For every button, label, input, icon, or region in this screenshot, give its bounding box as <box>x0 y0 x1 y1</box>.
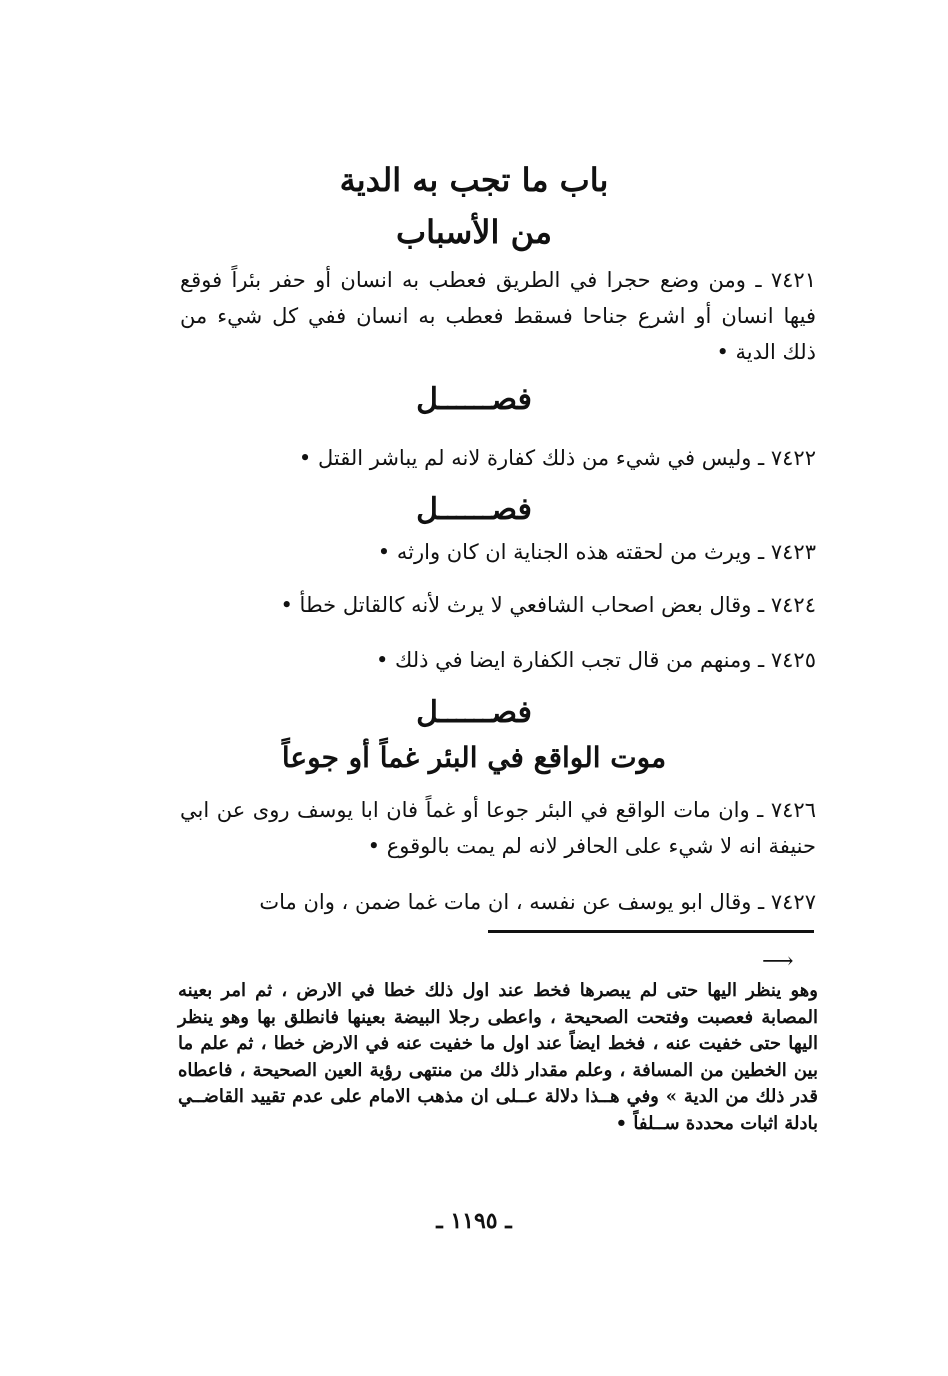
fasl-heading: فصــــــل <box>416 382 532 417</box>
section-7424: ٧٤٢٤ ـ وقال بعض اصحاب الشافعي لا يرث لأنه كالقاتل خطأ • <box>280 593 816 617</box>
section-subheading: موت الواقع في البئر غماً أو جوعاً <box>281 741 667 774</box>
section-7423: ٧٤٢٣ ـ ويرث من لحقته هذه الجناية ان كان وارثه • <box>377 540 816 564</box>
section-7426: ٧٤٢٦ ـ وان مات الواقع في البئر جوعا أو غماً فان ابا يوسف روى عن ابي حنيفة انه لا شيء على الحافر لانه لم يمت بالوقوع • <box>180 798 816 858</box>
section-7427: ٧٤٢٧ ـ وقال ابو يوسف عن نفسه ، ان مات غما ضمن ، وان مات <box>259 890 816 914</box>
section-7421: ٧٤٢١ ـ ومن وضع حجرا في الطريق فعطب به انسان أو حفر بئراً فوقع فيها انسان أو اشرع جناحا فسقط فعطب به انسان ففي كل شيء من ذلك الدية • <box>180 268 816 364</box>
fasl-heading: فصــــــل <box>416 492 532 527</box>
section-7425: ٧٤٢٥ ـ ومنهم من قال تجب الكفارة ايضا في ذلك • <box>375 648 816 672</box>
footnote-text: وهو ينظر اليها حتى لم يبصرها فخط عند اول ذلك خطا في الارض ، ثم امر بعينه المصابة فعصبت وفتحت الصحيحة ، واعطى رجلا البيضة بعينها فانطلق بها وهو ينظر اليها حتى خفيت عنه ، فخط ايضاً عند اول ما خفيت عنه في الارض خطا ، ثم علم ما بين الخطين من المسافة ، وعلم مقدار ذلك من منتهى رؤية العين الصحيحة ، فاعطاه قدر ذلك من الدية » وفي هــذا دلالة عــلى ان مذهب الامام على عدم تقييد القاضــي بادلة اثبات محددة ســلفاً • <box>178 980 818 1134</box>
fasl-heading: فصــــــل <box>416 695 532 730</box>
chapter-title-second-line: من الأسباب <box>395 213 553 251</box>
section-7422: ٧٤٢٢ ـ وليس في شيء من ذلك كفارة لانه لم يباشر القتل • <box>298 446 816 470</box>
footnote-separator <box>488 930 814 933</box>
footnote <box>178 978 818 1137</box>
chapter-title: باب ما تجب به الدية <box>339 161 609 199</box>
footnote-continuation-arrow: ⟶ <box>762 949 794 974</box>
page-number: ـ ١١٩٥ ـ <box>436 1208 512 1234</box>
